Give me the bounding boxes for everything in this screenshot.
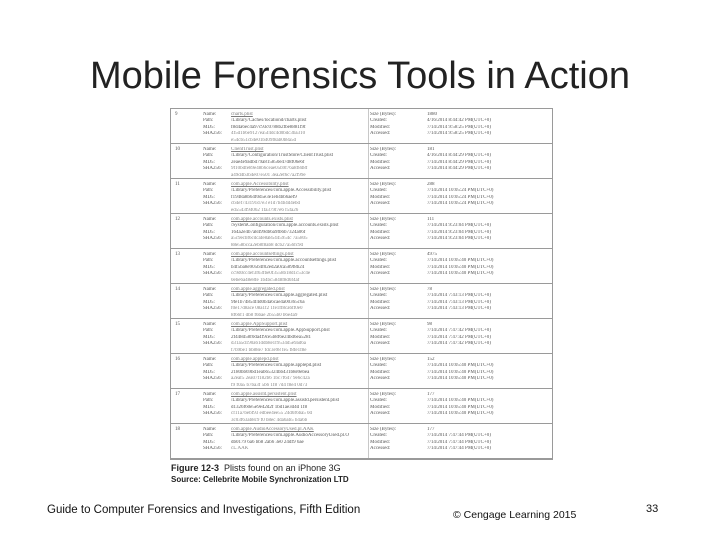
field-value-sha2: a49d4b3b4e07e501 3ea2ef6c7a2f99e [231,172,306,178]
field-value-name: com.apple.accountsettings.plist [231,252,294,257]
field-value-md5: 2180bb69bd1eab65324bb431b8e9ebea [231,369,310,375]
meta-value-created: 7/14/2014 7:47:42 PM(UTC+0) [427,328,491,334]
meta-label: Modified: [370,369,390,375]
field-label: MD5: [203,229,215,235]
record-meta-values [427,147,537,173]
record-field-values [231,357,371,389]
field-label: MD5: [203,369,215,375]
field-value-md5: db0179 6a6 bb8 2ab6 3e0 24df9 6ae [231,439,304,445]
field-label: Name: [203,182,217,187]
field-value-sha: a2eaf5 2ea07f182b6 1bc7f647 9e6c42a [231,376,310,382]
field-value-sha2: 0ebe6a48e8fe 1b4bc5848f8d6f4af [231,277,300,283]
meta-label: Size (Bytes): [370,392,396,397]
record-field-values [231,392,371,424]
record-meta-labels [370,357,404,383]
record-field-labels [203,392,231,418]
field-value-name: com.apple.assistd.persistent.plist [231,392,297,397]
record-meta-labels [370,217,404,243]
field-value-md5: 164a2e4b7a8499db6a9fb6b7324a06f [231,229,306,235]
meta-value-modified: 7/14/2014 7:47:42 PM(UTC+0) [427,334,491,340]
record-number: 15 [175,322,180,327]
meta-label: Modified: [370,159,390,165]
meta-value-size: 152 [427,357,435,362]
record-field-values [231,217,371,249]
field-label: SHA256: [203,131,222,137]
record-number: 18 [175,427,180,432]
plist-record [171,179,552,214]
meta-value-created: 7/14/2014 10:05:40 PM(UTC+0) [427,258,494,264]
meta-value-accessed: 7/14/2014 7:43:13 PM(UTC+0) [427,306,491,312]
field-value-path: /Library/Preferences/com.apple.assistd.persistent.plist [231,398,340,404]
meta-label: Size (Bytes): [370,252,396,257]
record-field-values [231,147,371,179]
meta-label: Size (Bytes): [370,182,396,187]
record-number: 11 [175,182,180,187]
record-number: 14 [175,287,180,292]
meta-value-accessed: 7/14/2014 8:44:29 PM(UTC+0) [427,166,491,172]
field-value-sha: cb4ef743191d7e3 e1d7b4b4d4ebd [231,201,301,207]
meta-label: Accessed: [370,376,391,382]
record-field-labels [203,252,231,278]
field-label: Name: [203,392,217,397]
field-label: SHA256: [203,306,222,312]
field-label: Path: [203,223,214,229]
meta-value-size: 98 [427,322,432,327]
field-label: Name: [203,357,217,362]
record-field-labels [203,322,231,348]
meta-label: Accessed: [370,271,391,277]
field-value-name: com.apple.AudioAccessoryUsed.pl.AAK [231,427,314,432]
field-label: MD5: [203,124,215,130]
record-meta-values [427,252,537,278]
field-value-sha2: ed5543f94062 1fa379f7e6 f5fa26 [231,207,299,213]
field-value-md5: b4f5ba8e905b4f02ed2a0ca589f8b24 [231,264,305,270]
meta-label: Accessed: [370,201,391,207]
meta-label: Created: [370,363,387,369]
field-label: Path: [203,363,214,369]
record-meta-values [427,182,537,208]
figure-caption-label: Figure 12-3 [171,463,220,473]
record-meta-values [427,427,537,453]
field-label: Path: [203,328,214,334]
field-label: SHA256: [203,411,222,417]
record-field-values [231,287,371,319]
record-meta-values [427,392,537,418]
meta-value-accessed: 7/14/2014 7:47:42 PM(UTC+0) [427,341,491,347]
plist-record [171,249,552,284]
record-field-values [231,112,371,144]
record-meta-values [427,322,537,348]
meta-label: Modified: [370,299,390,305]
meta-label: Accessed: [370,446,391,452]
plist-record [171,284,552,319]
meta-value-created: 7/14/2014 10:05:40 PM(UTC+0) [427,398,494,404]
meta-label: Size (Bytes): [370,112,396,117]
meta-label: Created: [370,293,387,299]
field-value-path: /Library/Preferences/com.apple.accountsettings.plist [231,258,337,264]
record-meta-labels [370,427,404,453]
meta-value-modified: 7/14/2014 10:05:40 PM(UTC+0) [427,264,494,270]
field-label: SHA256: [203,446,222,452]
page-number: 33 [646,503,659,515]
meta-label: Modified: [370,194,390,200]
field-label: Path: [203,293,214,299]
field-value-path: /Library/Caches/locationd/charts.plist [231,118,307,124]
field-value-path: /SystemConfiguration/com.apple.accounts.exists.plist [231,223,339,229]
meta-label: Modified: [370,124,390,130]
meta-label: Created: [370,258,387,264]
field-value-path: /Library/Preferences/com.apple.Accessibility.plist [231,188,332,194]
record-meta-labels [370,322,404,348]
meta-value-created: 7/14/2014 7:47:44 PM(UTC+0) [427,433,491,439]
field-label: Name: [203,322,217,327]
meta-value-size: 181 [427,147,435,152]
field-value-sha2: 8f66f1 db8 f6bae 2b55b0 b6e4a9 [231,312,298,318]
meta-label: Accessed: [370,236,391,242]
footer-copyright: © Cengage Learning 2015 [453,509,577,521]
record-field-values [231,427,371,459]
field-label: Path: [203,433,214,439]
field-value-name: com.apple.aggregated.plist [231,287,285,292]
column-divider [368,249,369,283]
field-label: Path: [203,258,214,264]
meta-value-modified: 7/14/2014 9:23:04 PM(UTC+0) [427,229,491,235]
field-value-path: /Library/Configuration/TrustStore/ClientTrust.plist [231,153,333,159]
meta-label: Created: [370,153,387,159]
field-label: Path: [203,398,214,404]
column-divider [368,354,369,388]
field-value-sha: cL.AAK [231,446,249,452]
field-value-md5: 2f448d58f0da4f9ce5b8f6e24bd6ea5281 [231,334,311,340]
meta-label: Accessed: [370,306,391,312]
field-label: MD5: [203,264,215,270]
field-label: MD5: [203,299,215,305]
meta-label: Accessed: [370,411,391,417]
field-label: Name: [203,252,217,257]
meta-label: Accessed: [370,341,391,347]
field-value-path: /Library/Preferences/com.apple.aggregated.plist [231,293,328,299]
figure-caption [171,463,349,485]
meta-label: Created: [370,118,387,124]
record-field-labels [203,357,231,383]
meta-label: Size (Bytes): [370,427,396,432]
field-label: Name: [203,287,217,292]
field-value-sha2: f7b9be1 bb88e7 fdc3e98 fe5 f8fe1f8e [231,347,307,353]
meta-value-size: 78 [427,287,432,292]
record-field-values [231,322,371,354]
field-label: SHA256: [203,271,222,277]
record-meta-values [427,287,537,313]
meta-value-modified: 7/14/2014 7:47:44 PM(UTC+0) [427,439,491,445]
meta-label: Size (Bytes): [370,322,396,327]
field-value-md5: 2eae4e9adbd79a815850e47d8f06e6f [231,159,305,165]
field-value-name: com.apple.AppSupport.plist [231,322,288,327]
meta-value-modified: 7/14/2014 9:58:25 PM(UTC+0) [427,124,491,130]
field-label: SHA256: [203,341,222,347]
record-field-labels [203,112,231,138]
meta-label: Modified: [370,229,390,235]
column-divider [368,109,369,143]
field-label: SHA256: [203,236,222,242]
plist-record [171,109,552,144]
record-field-labels [203,287,231,313]
plist-record [171,389,552,424]
record-field-labels [203,217,231,243]
meta-label: Modified: [370,334,390,340]
meta-label: Size (Bytes): [370,147,396,152]
record-field-values [231,252,371,284]
field-value-name: charts.plist [231,112,253,117]
meta-value-accessed: 7/14/2014 9:23:04 PM(UTC+0) [427,236,491,242]
meta-value-created: 7/14/2014 10:05:40 PM(UTC+0) [427,363,494,369]
plist-record [171,319,552,354]
field-label: Path: [203,153,214,159]
meta-value-size: 177 [427,427,435,432]
field-label: MD5: [203,194,215,200]
meta-value-size: 111 [427,217,435,222]
field-label: MD5: [203,159,215,165]
meta-label: Modified: [370,439,390,445]
record-field-labels [203,427,231,453]
record-meta-values [427,357,537,383]
field-value-sha2: e54cb51cb4e01b409f8ab0b8a5d [231,137,296,143]
field-value-sha2: 3c03f63ab8c9 f0 b8ec 4da6ab5 b4a6b [231,417,308,423]
meta-value-accessed: 7/14/2014 10:05:24 PM(UTC+0) [427,201,494,207]
field-label: MD5: [203,439,215,445]
field-label: Name: [203,427,217,432]
column-divider [368,179,369,213]
field-value-sha: cc9d0cc4ef3f63fbe0f3558b18d1c53c4e [231,271,311,277]
meta-value-created: 7/14/2014 10:05:24 PM(UTC+0) [427,188,494,194]
meta-label: Size (Bytes): [370,357,396,362]
record-meta-values [427,217,537,243]
meta-label: Created: [370,433,387,439]
footer-book-title: Guide to Computer Forensics and Investigations, Fifth Edition [47,504,361,516]
meta-value-size: 4975 [427,252,437,257]
meta-value-accessed: 7/14/2014 10:05:40 PM(UTC+0) [427,271,494,277]
meta-label: Created: [370,398,387,404]
slide-title: Mobile Forensics Tools in Action [90,55,630,97]
record-meta-labels [370,392,404,418]
record-number: 12 [175,217,180,222]
field-value-path: /Library/Preferences/com.apple.AppSupport.plist [231,328,330,334]
field-value-sha: 9f10bdfe89e48b6ceae05b9f76a8f8d8f [231,166,308,172]
field-label: Path: [203,188,214,194]
field-value-sha: 4f5d1b6e9127ea5f4dc4d0bdc3ba310 [231,131,306,137]
plist-record [171,144,552,179]
meta-label: Size (Bytes): [370,217,396,222]
field-value-path: /Library/Preferences/com.apple.AudioAccessoryUsed.pl.O [231,433,350,439]
field-label: MD5: [203,334,215,340]
field-label: Name: [203,147,217,152]
field-value-sha2 [231,453,371,459]
field-value-name: com.apple.Accessibility.plist [231,182,289,187]
column-divider [368,424,369,458]
column-divider [368,319,369,353]
meta-value-created: 7/14/2014 7:43:13 PM(UTC+0) [427,293,491,299]
meta-value-accessed: 7/14/2014 10:05:40 PM(UTC+0) [427,411,494,417]
field-label: SHA256: [203,376,222,382]
field-label: Path: [203,118,214,124]
column-divider [368,144,369,178]
field-label: Name: [203,217,217,222]
meta-value-created: 4/16/2014 8:44:42 PM(UTC+0) [427,118,491,124]
field-value-sha2: 88e58bcca2eb8f8ab8 dcb27a56fc9d [231,242,304,248]
field-label: SHA256: [203,166,222,172]
record-number: 16 [175,357,180,362]
field-value-name: com.apple.applepd.plist [231,357,279,362]
meta-value-created: 7/14/2014 9:23:04 PM(UTC+0) [427,223,491,229]
plist-record [171,354,552,389]
meta-label: Modified: [370,264,390,270]
meta-value-modified: 7/14/2014 7:43:13 PM(UTC+0) [427,299,491,305]
field-value-md5: f8d4a6ec4a97c93c0788b2fbe8881f9f [231,124,306,130]
meta-value-created: 4/16/2014 8:44:29 PM(UTC+0) [427,153,491,159]
record-meta-values [427,112,537,138]
meta-value-accessed: 7/14/2014 7:47:44 PM(UTC+0) [427,446,491,452]
field-label: SHA256: [203,201,222,207]
record-number: 10 [175,147,180,152]
record-field-labels [203,147,231,173]
meta-value-modified: 7/14/2014 8:44:29 PM(UTC+0) [427,159,491,165]
meta-value-size: 177 [427,392,435,397]
field-value-name: com.apple.accounts.exists.plist [231,217,293,222]
meta-label: Created: [370,328,387,334]
meta-value-modified: 7/14/2014 10:05:40 PM(UTC+0) [427,369,494,375]
meta-value-modified: 7/14/2014 10:05:40 PM(UTC+0) [427,404,494,410]
field-value-md5: f1948a8b64f0d5e3e1eb4bb6aef9 [231,194,297,200]
meta-label: Size (Bytes): [370,287,396,292]
field-value-sha: a5c9ecbf6cdcafe8a85445954c 7a5805 [231,236,308,242]
field-value-path: /Library/Preferences/com.apple.applepd.plist [231,363,322,369]
field-value-sha: d31a5d190a61ddb8e1f9534d5e9ad6a [231,341,306,347]
figure-caption-text: Plists found on an iPhone 3G [224,463,341,473]
record-meta-labels [370,287,404,313]
field-value-sha: f0e17d8ace 08a1f2 1fe1ff8ca6ff0e0 [231,306,303,312]
field-value-sha2: f9 f0a5 b7ba3f 5b6 1f8 7d4 f8e4 0d73 [231,382,308,388]
field-label: MD5: [203,404,215,410]
field-value-md5: d1326f60e5e9e42d2f 1bd1ae3d4d 1f8 [231,404,308,410]
record-meta-labels [370,252,404,278]
meta-label: Created: [370,188,387,194]
meta-value-accessed: 7/14/2014 10:05:40 PM(UTC+0) [427,376,494,382]
record-meta-labels [370,182,404,208]
column-divider [368,284,369,318]
record-field-values [231,182,371,214]
record-meta-labels [370,112,404,138]
column-divider [368,214,369,248]
column-divider [368,389,369,423]
figure-source: Source: Cellebrite Mobile Synchronization LTD [171,475,349,484]
field-label: Name: [203,112,217,117]
field-value-md5: 9fe1b74854f4d0b4a6cae4a00365c6a [231,299,305,305]
record-number: 17 [175,392,180,397]
plist-record [171,424,552,459]
record-meta-labels [370,147,404,173]
meta-label: Created: [370,223,387,229]
field-value-name: ClientTrust.plist [231,147,264,152]
meta-value-size: 1880 [427,112,437,117]
record-number: 13 [175,252,180,257]
meta-value-size: 288 [427,182,435,187]
field-value-sha: cf11a7bebf93 edbee4ee55 24d6f6ba5 0d [231,411,313,417]
meta-label: Accessed: [370,166,391,172]
record-number: 9 [175,112,178,117]
meta-value-accessed: 7/14/2014 9:58:25 PM(UTC+0) [427,131,491,137]
meta-value-modified: 7/14/2014 10:05:24 PM(UTC+0) [427,194,494,200]
plist-record [171,214,552,249]
plist-figure-table [170,108,553,460]
meta-label: Modified: [370,404,390,410]
record-field-labels [203,182,231,208]
meta-label: Accessed: [370,131,391,137]
